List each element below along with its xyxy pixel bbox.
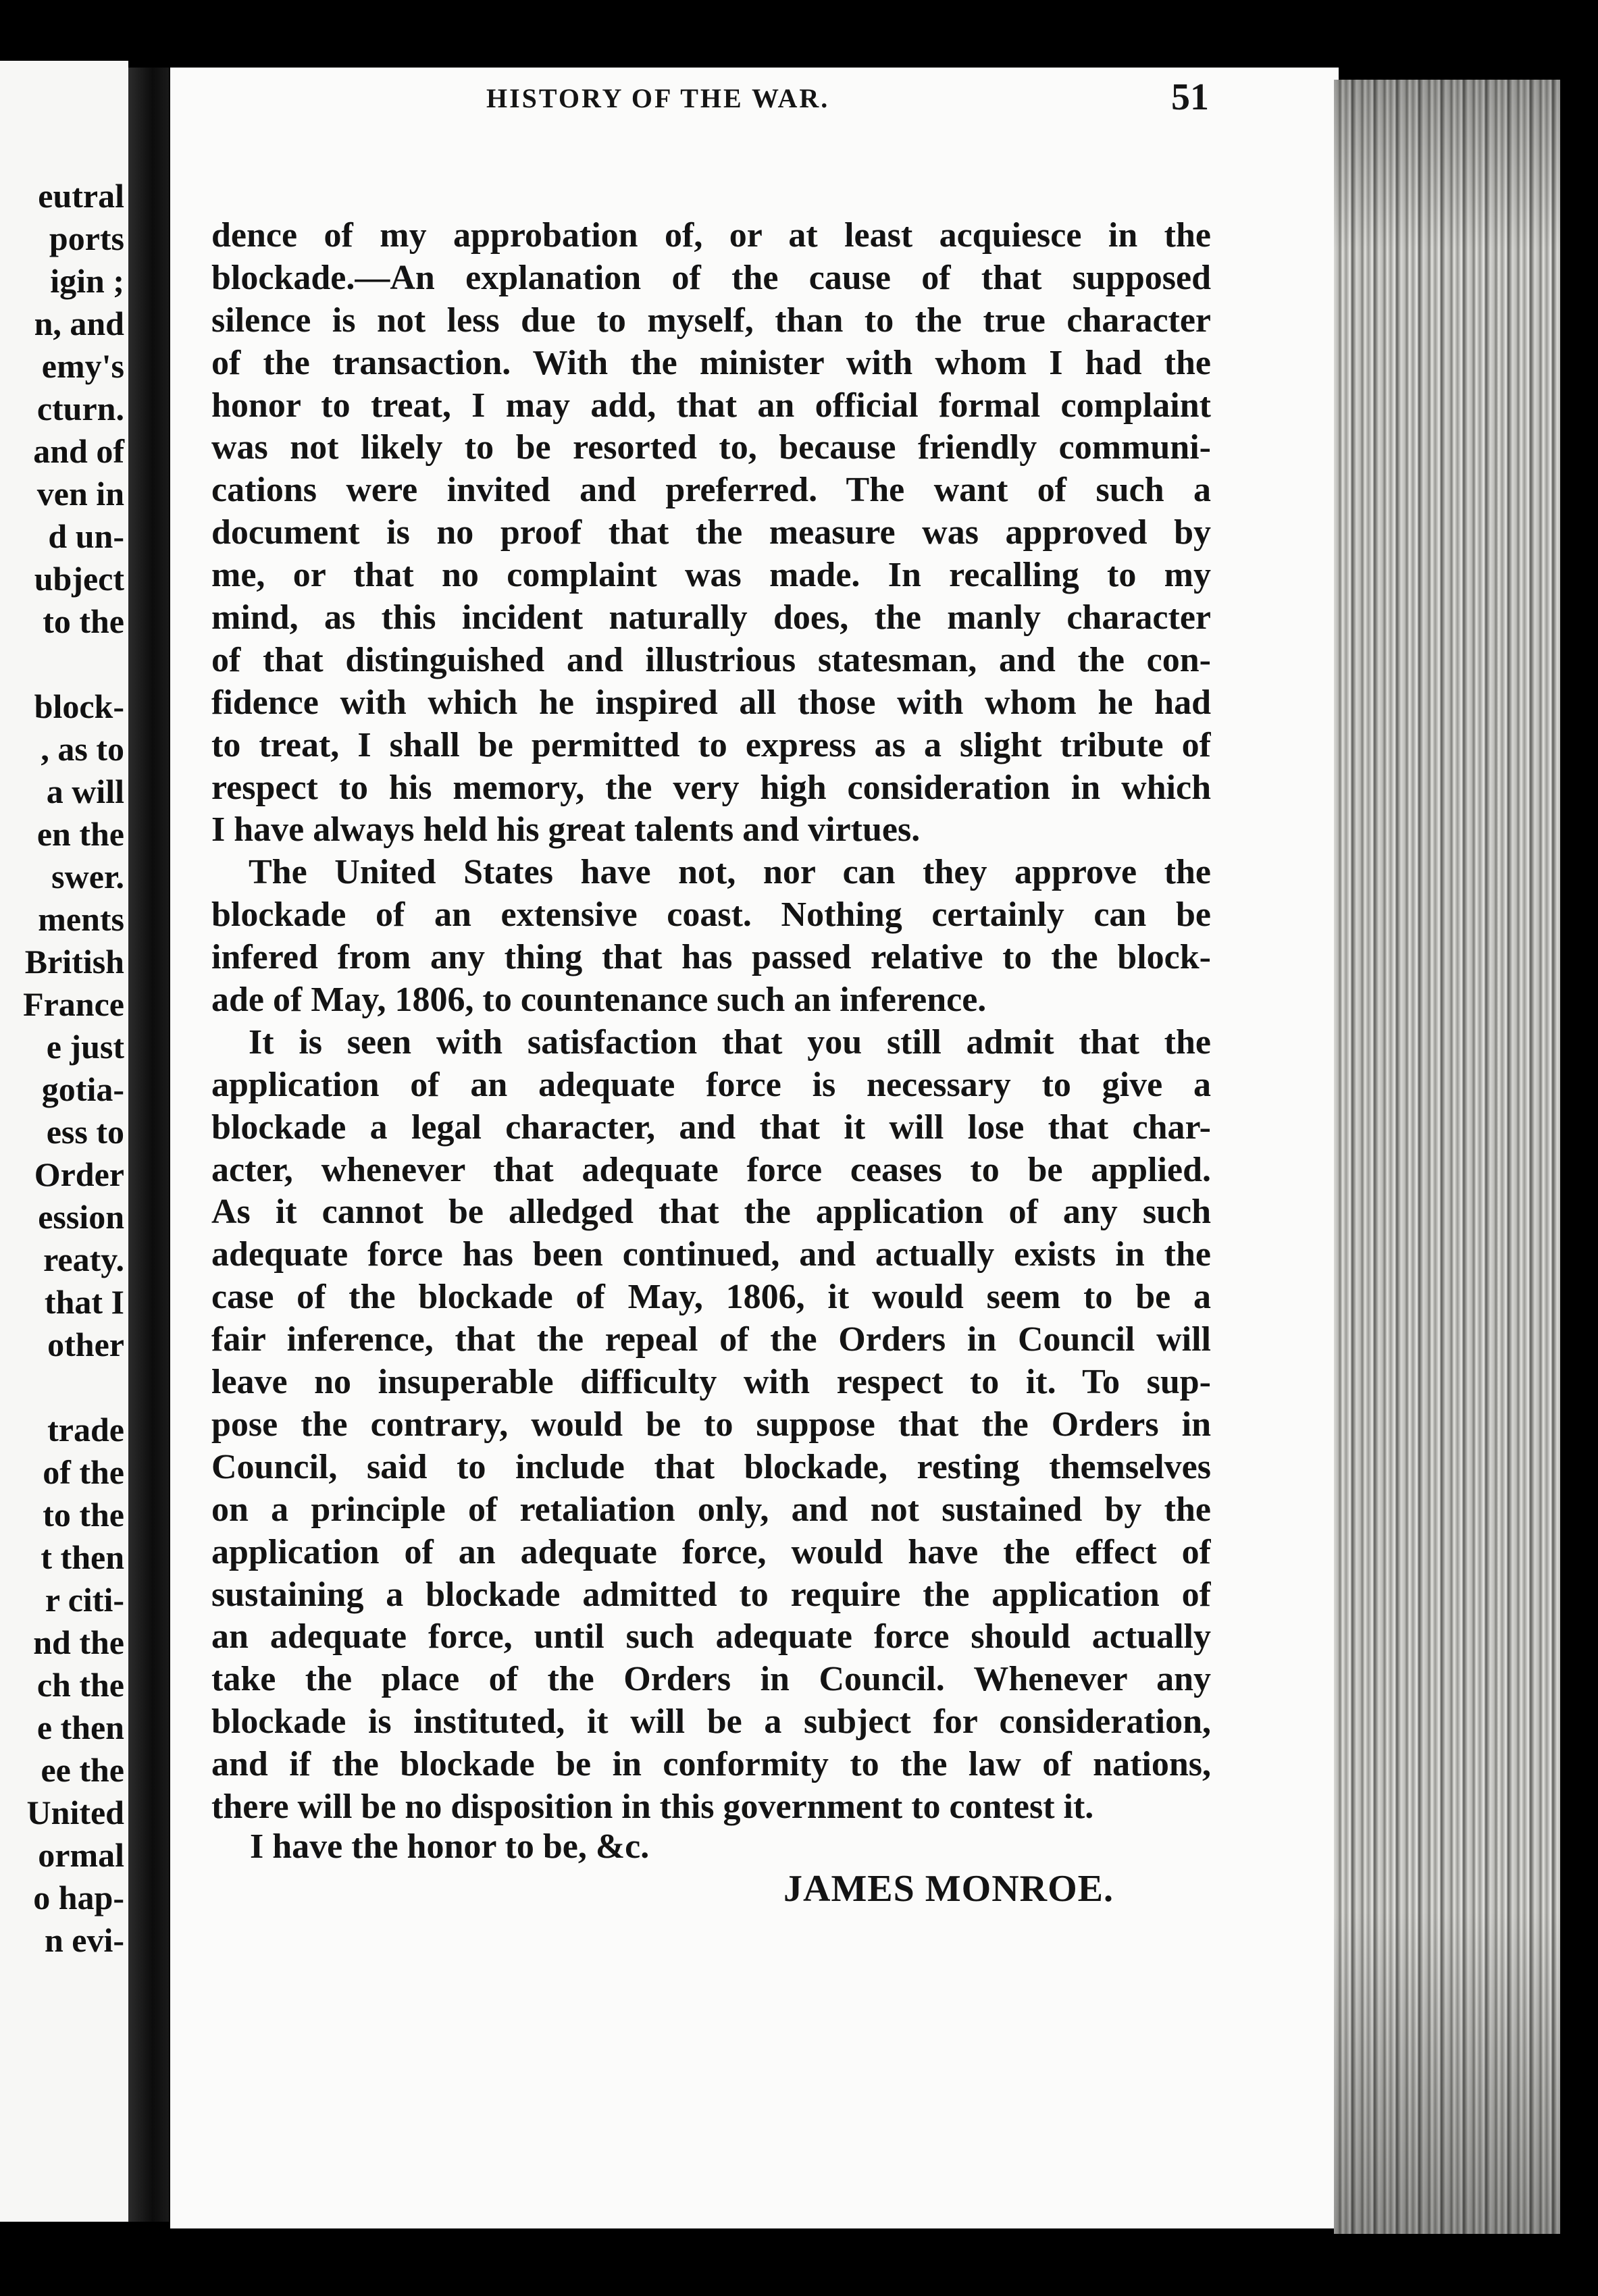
text-line: of that distinguished and illustrious statesman, and the con- (211, 640, 1211, 679)
text-line: adequate force has been continued, and actually exists in the (211, 1235, 1211, 1274)
left-page-text-fragment: United (26, 1794, 124, 1831)
text-line: As it cannot be alledged that the application of any such (211, 1193, 1211, 1232)
text-line: cations were invited and preferred. The want of such a (211, 471, 1211, 510)
left-page-text-fragment: ven in (36, 475, 124, 513)
left-page-text-fragment: ch the (36, 1666, 124, 1704)
text-line: sustaining a blockade admitted to require the application of (211, 1575, 1211, 1614)
left-page-text-fragment: gotia- (41, 1070, 124, 1108)
text-line: case of the blockade of May, 1806, it would seem to be a (211, 1278, 1211, 1317)
left-page-text-fragment: o hap- (33, 1879, 124, 1916)
left-page-text-fragment: nd the (33, 1623, 124, 1661)
left-page-text-fragment: n evi- (44, 1921, 124, 1959)
text-line: application of an adequate force, would have the effect of (211, 1532, 1211, 1571)
left-page-text-fragment: France (23, 985, 124, 1023)
left-page-text-fragment: r citi- (45, 1581, 124, 1619)
text-line: silence is not less due to myself, than to the true character (211, 301, 1211, 340)
left-page-text-fragment: , as to (41, 730, 124, 768)
left-page-text-fragment: of the (43, 1453, 124, 1491)
left-page-text-fragment: swer. (51, 858, 124, 895)
left-page-text-fragment: emy's (41, 347, 124, 385)
text-line: fidence with which he inspired all those with whom he had (211, 683, 1211, 722)
text-line: take the place of the Orders in Council. Whenever any (211, 1660, 1211, 1699)
text-line: to treat, I shall be permitted to express as a slight tribute of (211, 725, 1211, 764)
page-number: 51 (1171, 76, 1209, 118)
text-line: blockade a legal character, and that it will lose that char- (211, 1107, 1211, 1147)
text-line: an adequate force, until such adequate force should actually (211, 1617, 1211, 1656)
text-line: document is no proof that the measure was approved by (211, 513, 1211, 552)
text-line: leave no insuperable difficulty with respect to it. To sup- (211, 1363, 1211, 1402)
left-page-text-fragment: and of (33, 432, 124, 470)
left-page-text-fragment: e then (36, 1708, 124, 1746)
book-fore-edge (1334, 80, 1560, 2234)
left-page-text-fragment: ments (38, 900, 124, 938)
book-gutter (128, 68, 169, 2222)
text-line: infered from any thing that has passed relative to the block- (211, 938, 1211, 977)
text-line: fair inference, that the repeal of the Orders in Council will (211, 1320, 1211, 1359)
text-line: ade of May, 1806, to countenance such an inference. (211, 981, 987, 1020)
left-page-text-fragment: igin ; (50, 262, 124, 300)
text-line: The United States have not, nor can they approve the (249, 853, 1211, 892)
left-page-text-fragment: ports (49, 219, 124, 257)
left-page-text-fragment: ormal (38, 1836, 124, 1874)
text-line: acter, whenever that adequate force ceases to be applied. (211, 1150, 1211, 1189)
text-line: on a principle of retaliation only, and not sustained by the (211, 1490, 1211, 1529)
left-page-text-fragment: ee the (41, 1751, 124, 1789)
left-page-text-fragment: ubject (34, 560, 124, 598)
left-page-text-fragment: a will (46, 773, 124, 810)
left-page-text-fragment: reaty. (43, 1241, 124, 1278)
text-line: of the transaction. With the minister with whom I had the (211, 343, 1211, 382)
left-page-text-fragment: Order (34, 1155, 124, 1193)
text-line: there will be no disposition in this government to contest it. (211, 1787, 1094, 1826)
text-line: pose the contrary, would be to suppose that the Orders in (211, 1405, 1211, 1444)
text-line: It is seen with satisfaction that you still admit that the (249, 1022, 1211, 1062)
text-line: mind, as this incident naturally does, the manly character (211, 598, 1211, 637)
left-page-text-fragment: ess to (46, 1113, 124, 1151)
left-page-text-fragment: e just (46, 1028, 124, 1066)
left-page-text-fragment: to the (43, 602, 124, 640)
left-page-text-fragment: t then (41, 1538, 124, 1576)
left-page-text-fragment: en the (36, 815, 124, 853)
text-line: Council, said to include that blockade, resting themselves (211, 1447, 1211, 1486)
left-page-text-fragment: British (24, 943, 124, 981)
signature: JAMES MONROE. (783, 1868, 1114, 1910)
text-line: was not likely to be resorted to, because friendly communi- (211, 428, 1211, 467)
text-line: blockade is instituted, it will be a subject for consideration, (211, 1702, 1211, 1742)
text-line: blockade of an extensive coast. Nothing certainly can be (211, 895, 1211, 935)
previous-page-fragment (0, 61, 128, 2222)
text-line: and if the blockade be in conformity to the law of nations, (211, 1745, 1211, 1784)
text-line: I have always held his great talents and virtues. (211, 810, 921, 850)
left-page-text-fragment: n, and (34, 305, 124, 342)
left-page-text-fragment: other (47, 1326, 124, 1363)
left-page-text-fragment: trade (47, 1411, 124, 1449)
left-page-text-fragment: block- (34, 687, 124, 725)
left-page-text-fragment: to the (43, 1496, 124, 1534)
running-title: HISTORY OF THE WAR. (486, 83, 830, 113)
left-page-text-fragment: ession (38, 1198, 124, 1236)
fore-edge-shading (1334, 80, 1560, 2234)
left-page-text-fragment: d un- (48, 517, 124, 555)
left-page-text-fragment: cturn. (36, 390, 124, 427)
body-text (211, 215, 1211, 1829)
running-head (149, 76, 1209, 130)
text-line: honor to treat, I may add, that an official formal complaint (211, 386, 1211, 425)
text-line: blockade.—An explanation of the cause of that supposed (211, 258, 1211, 297)
left-page-text-fragment: that I (44, 1283, 124, 1321)
left-page-text-fragment: eutral (38, 177, 124, 215)
text-line: respect to his memory, the very high consideration in which (211, 768, 1211, 807)
closing-line: I have the honor to be, &c. (250, 1827, 650, 1866)
text-line: application of an adequate force is necessary to give a (211, 1065, 1211, 1104)
text-line: dence of my approbation of, or at least acquiesce in the (211, 216, 1211, 255)
text-line: me, or that no complaint was made. In recalling to my (211, 556, 1211, 595)
